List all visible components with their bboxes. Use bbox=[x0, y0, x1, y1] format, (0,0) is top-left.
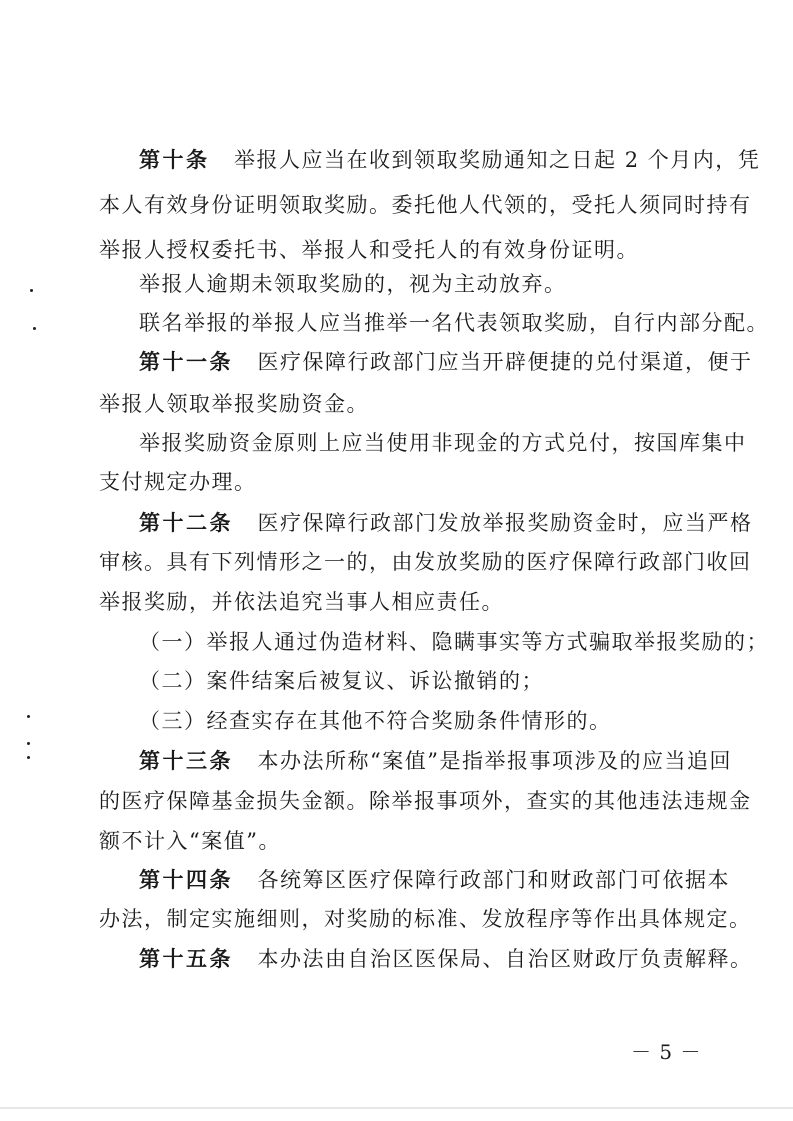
article-12-text: 医疗保障行政部门发放举报奖励资金时，应当严格 bbox=[257, 511, 753, 535]
item-2: （二）案件结案后被复议、诉讼撤销的； bbox=[139, 669, 544, 693]
article-13-line-3: 额不计入“案值”。 bbox=[99, 829, 281, 853]
article-11-text: 医疗保障行政部门应当开辟便捷的兑付渠道，便于 bbox=[257, 350, 753, 374]
article-11-heading: 第十一条 bbox=[139, 349, 233, 374]
binding-mark bbox=[27, 715, 30, 718]
paragraph-joint-report: 联名举报的举报人应当推举一名代表领取奖励，自行内部分配。 bbox=[139, 311, 769, 335]
article-12-line-1 bbox=[139, 503, 793, 543]
article-10-line-2: 本人有效身份证明领取奖励。委托他人代领的，受托人须同时持有 bbox=[99, 193, 752, 217]
paragraph-expired-claim: 举报人逾期未领取奖励的，视为主动放弃。 bbox=[139, 272, 567, 296]
binding-mark bbox=[30, 289, 33, 292]
binding-mark bbox=[27, 756, 30, 759]
scan-edge-line bbox=[0, 1107, 793, 1109]
article-14-heading: 第十四条 bbox=[139, 867, 233, 892]
item-3: （三）经查实存在其他不符合奖励条件情形的。 bbox=[139, 709, 612, 733]
article-14-line-2: 办法，制定实施细则，对奖励的标准、发放程序等作出具体规定。 bbox=[99, 907, 752, 931]
article-12-heading: 第十二条 bbox=[139, 510, 233, 535]
article-11-line-1 bbox=[139, 342, 793, 382]
article-13-line-2: 的医疗保障基金损失金额。除举报事项外，查实的其他违法违规金 bbox=[99, 789, 752, 813]
binding-mark bbox=[33, 327, 36, 330]
article-14-line-1 bbox=[139, 860, 793, 900]
article-10-line-3: 举报人授权委托书、举报人和受托人的有效身份证明。 bbox=[99, 238, 639, 262]
article-14-text: 各统筹区医疗保障行政部门和财政部门可依据本 bbox=[257, 868, 731, 892]
article-15-line-1 bbox=[139, 939, 793, 979]
article-13-line-1 bbox=[139, 741, 793, 781]
binding-mark bbox=[27, 742, 30, 745]
paragraph-payment-line-2: 支付规定办理。 bbox=[99, 470, 257, 494]
article-15-heading: 第十五条 bbox=[139, 946, 233, 971]
article-10-heading: 第十条 bbox=[139, 147, 210, 172]
article-11-line-2: 举报人领取举报奖励资金。 bbox=[99, 392, 369, 416]
item-1: （一）举报人通过伪造材料、隐瞒事实等方式骗取举报奖励的； bbox=[139, 630, 769, 654]
article-12-line-3: 举报奖励，并依法追究当事人相应责任。 bbox=[99, 590, 504, 614]
article-10-text: 举报人应当在收到领取奖励通知之日起 2 个月内，凭 bbox=[234, 148, 761, 172]
page-number: － 5 － bbox=[631, 1040, 702, 1064]
article-10-line-1 bbox=[139, 140, 793, 180]
article-15-text: 本办法由自治区医保局、自治区财政厅负责解释。 bbox=[257, 947, 753, 971]
article-13-text: 本办法所称“案值”是指举报事项涉及的应当追回 bbox=[257, 749, 733, 773]
paragraph-payment-line-1: 举报奖励资金原则上应当使用非现金的方式兑付，按国库集中 bbox=[139, 431, 747, 455]
article-12-line-2: 审核。具有下列情形之一的，由发放奖励的医疗保障行政部门收回 bbox=[99, 550, 752, 574]
article-13-heading: 第十三条 bbox=[139, 748, 233, 773]
